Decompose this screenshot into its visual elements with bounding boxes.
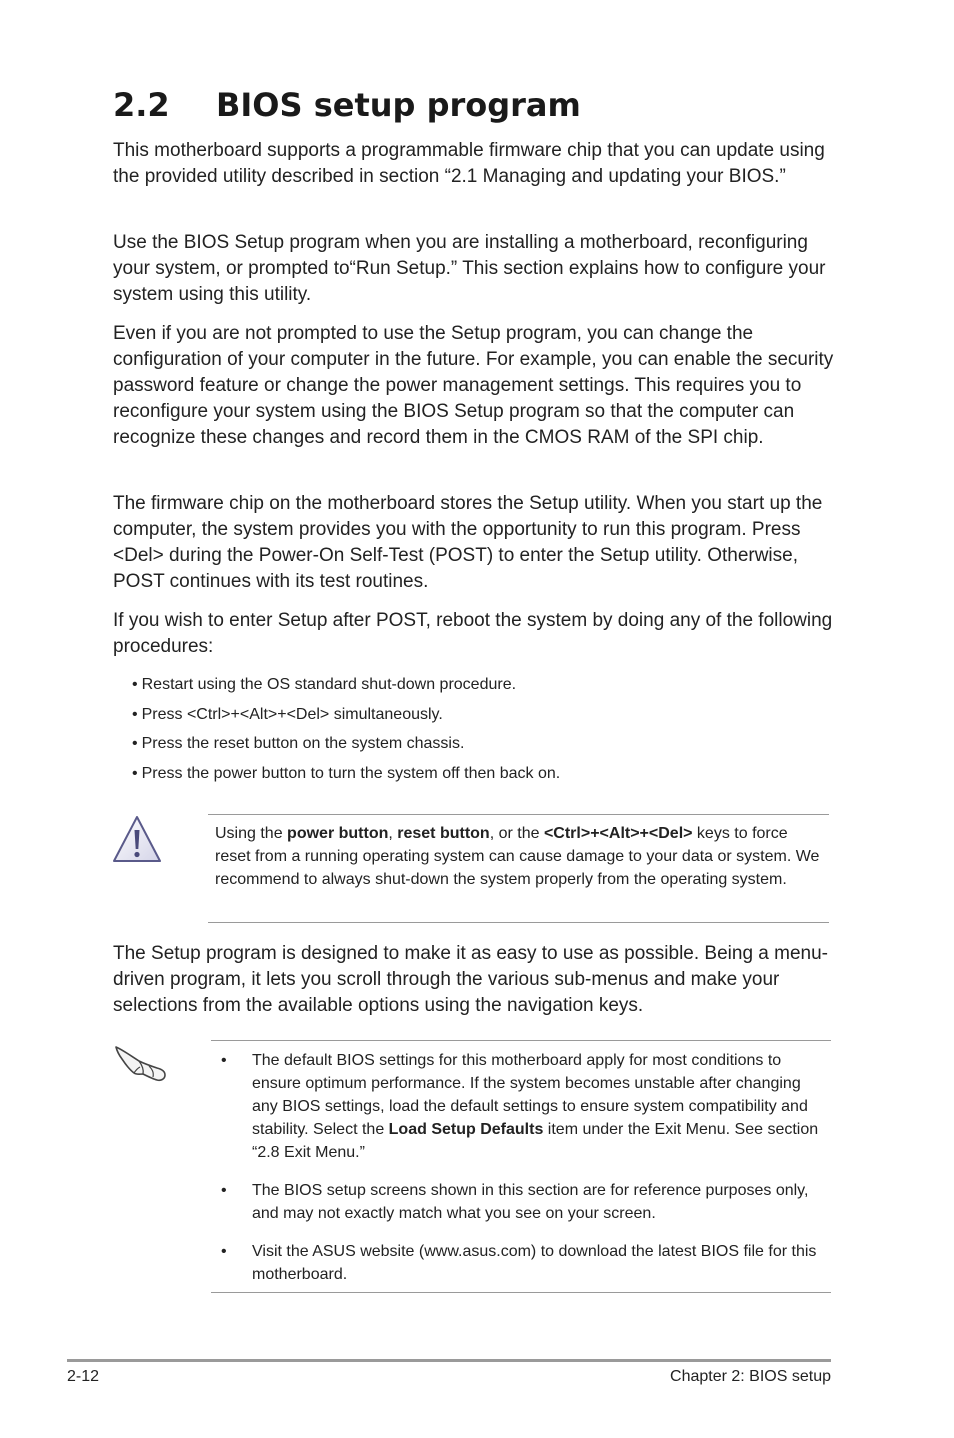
list-item: • The default BIOS settings for this motherboard apply for most conditions to ensure optimum performance. If the system becomes unstable after changing any BIOS settings, load the default settings to ensure system compatibility and stability. Select the Load Setup Defaults item under the Exit Menu. See section “2.8 Exit Menu.” <box>221 1052 819 1161</box>
page-number: 2-12 <box>67 1368 100 1385</box>
note-top-rule <box>211 1040 831 1041</box>
note-hand-icon <box>113 1044 169 1084</box>
paragraph-navigation: The Setup program is designed to make it as easy to use as possible. Being a menu-driven program, it lets you scroll through the various sub-menus and make your selections from the available options using the navigation keys. <box>113 943 829 1016</box>
caution-bottom-rule <box>208 922 829 923</box>
list-item: • Press the reset button on the system chassis. <box>132 735 465 753</box>
list-item: • Press <Ctrl>+<Alt>+<Del> simultaneously. <box>132 705 443 723</box>
footer-rule <box>67 1359 831 1362</box>
chapter-label: Chapter 2: BIOS setup <box>670 1368 831 1385</box>
paragraph-firmware: The firmware chip on the motherboard stores the Setup utility. When you start up the computer, the system provides you with the opportunity to run this program. Press <Del> during the Power-On Self-Test (POST) to enter the Setup utility. Otherwise, POST continues with its test routines. <box>113 493 823 592</box>
bullet: • <box>132 735 138 753</box>
paragraph-intro: This motherboard supports a programmable firmware chip that you can update using the provided utility described in section “2.1 Managing and updating your BIOS.” <box>113 140 825 187</box>
caution-top-rule <box>208 814 829 815</box>
section-title: BIOS setup program <box>216 86 581 124</box>
note-bottom-rule <box>211 1292 831 1293</box>
note-list <box>221 1049 827 1286</box>
procedure-list <box>132 674 832 792</box>
warning-triangle-icon <box>111 814 163 866</box>
bullet: • <box>132 705 138 723</box>
list-item: • Restart using the OS standard shut-down procedure. <box>132 676 517 693</box>
list-item: • The BIOS setup screens shown in this section are for reference purposes only, and may not exactly match what you see on your screen. <box>221 1182 809 1222</box>
list-item: • Visit the ASUS website (www.asus.com) to download the latest BIOS file for this motherboard. <box>221 1243 817 1283</box>
bullet: • <box>132 764 138 782</box>
paragraph-usage: Use the BIOS Setup program when you are installing a motherboard, reconfiguring your system, or prompted to“Run Setup.” This section explains how to configure your system using this utility. <box>113 232 826 305</box>
paragraph-reconfigure: Even if you are not prompted to use the Setup program, you can change the configuration of your computer in the future. For example, you can enable the security password feature or change the power management settings. This requires you to reconfigure your system using the BIOS Setup program so that the computer can recognize these changes and record them in the CMOS RAM of the SPI chip. <box>113 323 834 448</box>
list-item: • Press the power button to turn the system off then back on. <box>132 764 561 782</box>
paragraph-reboot: If you wish to enter Setup after POST, reboot the system by doing any of the following procedures: <box>113 610 833 657</box>
section-heading <box>113 86 581 124</box>
bullet: • <box>132 676 138 693</box>
section-number: 2.2 <box>113 86 170 124</box>
caution-text: Using the power button, reset button, or the <Ctrl>+<Alt>+<Del> keys to force reset from a running operating system can cause damage to your data or system. We recommend to always shut-down the system properly from the operating system. <box>215 825 820 888</box>
